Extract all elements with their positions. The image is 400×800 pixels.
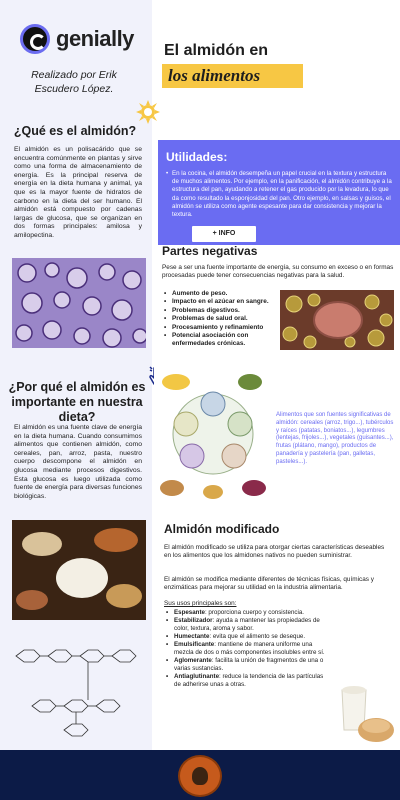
page-title-line2: los alimentos (162, 64, 303, 88)
por-que-heading: ¿Por qué el almidón es importante en nuestra dieta? (8, 380, 146, 424)
utilidades-heading: Utilidades: (166, 150, 228, 164)
starch-granules-photo (280, 290, 394, 350)
author-credit: Realizado por Erik Escudero López. (31, 69, 117, 95)
page-title-line1: El almidón en (164, 42, 269, 59)
list-item: • Emulsificante: mantiene de manera uniforme una mezcla de dos o más componentes insolubles entre sí. (166, 641, 326, 657)
list-item: • Aumento de peso. (164, 290, 276, 298)
utilidades-panel (158, 140, 400, 245)
starch-sources-diagram (154, 364, 272, 504)
list-item: • Antiaglutinante: reduce la tendencia de las partículas de adherirse unas a otras. (166, 673, 326, 689)
uses-list (166, 609, 326, 689)
negative-list (164, 290, 276, 349)
more-info-button[interactable]: + INFO (192, 226, 256, 242)
sun-badge-icon (136, 100, 160, 124)
que-es-heading: ¿Qué es el almidón? (13, 124, 137, 138)
list-item: • Impacto en el azúcar en sangre. (164, 298, 276, 306)
modificado-heading: Almidón modificado (164, 522, 280, 536)
que-es-text: El almidón es un polisacárido que se encuentra comúnmente en plantas y sirve como una forma de almacenamiento de energía. Es la principal reserva de energía en la dieta humana y animal, ya que es la mayor fuente de hidratos de carbono en la dieta del ser humano. El almidón está compuesto por cadenas largas de glucosa, que se organizan en dos formas principales: amilosa y amilopectina. (14, 146, 142, 239)
list-item: • Espesante: proporciona cuerpo y consistencia. (166, 609, 326, 617)
list-item: • Procesamiento y refinamiento (164, 324, 276, 332)
badge-tree (192, 767, 208, 785)
school-badge-icon (178, 755, 222, 797)
yogurt-bread-photo (332, 670, 396, 748)
fuentes-text: Alimentos que son fuentes significativas de almidón: cereales (arroz, trigo...), tubérculos y raíces (patatas, boniatos...), legumbres (lentejas, frijoles...), vegetales (guisantes...), frutas (plátano, mango), productos de panadería y pastelería (pan, galletas, pasteles...). (276, 412, 394, 465)
starch-microscope-photo (12, 258, 146, 348)
list-item: • Problemas de salud oral. (164, 315, 276, 323)
list-item: • Aglomerante: facilita la unión de fragmentos de una o varias sustancias. (166, 657, 326, 673)
uses-title: Sus usos principales son: (164, 600, 237, 607)
genially-logo[interactable] (20, 24, 134, 54)
genially-logo-icon (20, 24, 50, 54)
list-item: • Humectante: evita que el alimento se deseque. (166, 633, 326, 641)
logo-text: genially (56, 26, 134, 51)
list-item: • Problemas digestivos. (164, 307, 276, 315)
utilidades-text: • En la cocina, el almidón desempeña un papel crucial en la textura y estructura de muchos alimentos. Por ejemplo, en la panificación, el almidón contribuye a la estructura del pan, ayudando a retener el gas producido por la levadura, lo que da como resultado la esponjosidad del pan. Otro ejemplo, en salsas y guisos, el almidón se utiliza como agente espesante para dar consistencia y mejorar la textura. (172, 170, 392, 219)
modificado-p1: El almidón modificado se utiliza para otorgar ciertas características deseables en los alimentos que los almidones nativos no pueden suministrar. (164, 544, 385, 560)
list-item: • Estabilizador: ayuda a mantener las propiedades de color, textura, aroma y sabor. (166, 617, 326, 633)
amylopectin-structure-diagram (8, 636, 148, 746)
partes-negativas-intro: Pese a ser una fuente importante de energía, su consumo en exceso o en formas procesadas puede tener consecuencias negativas para la salud. (162, 264, 394, 280)
partes-negativas-heading: Partes negativas (162, 244, 258, 258)
modificado-p2: El almidón se modifica mediante diferentes de técnicas físicas, químicas y enzimáticas para mejorar su utilidad en la industria alimentaria. (164, 576, 374, 592)
por-que-text: El almidón es una fuente clave de energía en la dieta humana. Cuando consumimos alimentos que contienen almidón, como cereales, pan, arroz, pasta, nuestro cuerpo descompone el almidón en glucosa mediante procesos digestivos. Esta glucosa es luego utilizada como fuente de energía para diversas funciones biológicas. (14, 424, 142, 500)
list-item: • Potencial asociación con enfermedades crónicas. (164, 332, 276, 349)
starchy-foods-photo (12, 520, 146, 620)
